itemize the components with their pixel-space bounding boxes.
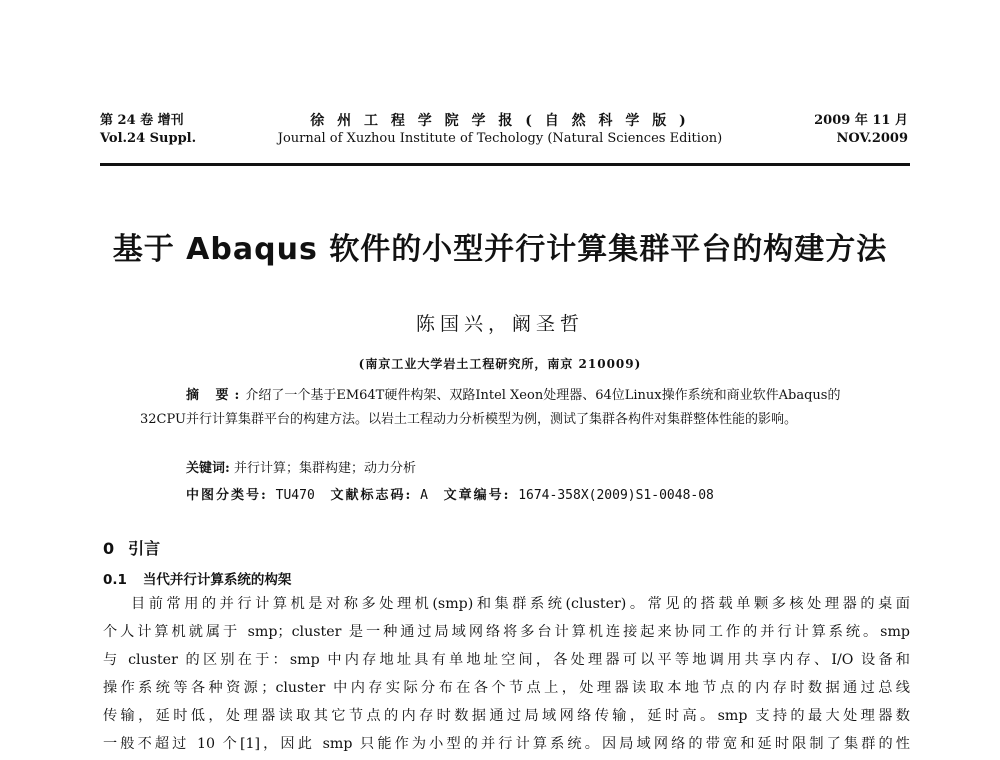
keywords-label: 关键词: — [186, 461, 230, 476]
journal-name-en: Journal of Xuzhou Institute of Techology (Natural Sciences Edition) — [277, 131, 723, 146]
section-heading — [103, 536, 160, 559]
section-number: 0 — [103, 539, 115, 558]
body-text — [103, 590, 910, 758]
body-line: 个人计算机就属于 smp；cluster 是一种通过局域网络将多台计算机连接起来协同工作的并行计算系统。smp — [103, 624, 910, 640]
clc-label: 中图分类号: — [186, 488, 268, 503]
subsection-title: 当代并行计算系统的构架 — [142, 572, 292, 588]
paper-authors: 陈国兴，阚圣哲 — [415, 313, 584, 335]
doc-code-value: A — [420, 488, 428, 503]
journal-name — [230, 112, 770, 148]
body-line: 与 cluster 的区别在于：smp 中内存地址具有单地址空间，各处理器可以平等地调用共享内存、I/O 设备和 — [103, 652, 910, 668]
body-line: 目前常用的并行计算机是对称多处理机(smp)和集群系统(cluster)。常见的搭载单颗多核处理器的桌面 — [131, 596, 910, 612]
journal-name-cn: 徐 州 工 程 学 院 学 报 ( 自 然 科 学 版 ) — [310, 113, 690, 129]
keywords-text: 并行计算；集群构建；动力分析 — [233, 461, 416, 476]
classification — [186, 484, 714, 503]
body-line: 操作系统等各种资源；cluster 中内存实际分布在各个节点上，处理器读取本地节点的内存时数据通过总线 — [103, 680, 910, 696]
abstract — [140, 384, 880, 432]
journal-date — [814, 112, 908, 148]
article-id-label: 文章编号: — [443, 488, 511, 503]
paper-title: 基于 Abaqus 软件的小型并行计算集群平台的构建方法 — [112, 232, 888, 267]
section-title: 引言 — [128, 539, 161, 558]
subsection-heading — [103, 568, 291, 588]
volume-en: Vol.24 Suppl. — [100, 131, 197, 146]
header-rule — [100, 163, 910, 166]
body-line: 传输，延时低，处理器读取其它节点的内存时数据通过局域网络传输，延时高。smp 支持的最大处理器数 — [103, 708, 910, 724]
paper-affiliation: (南京工业大学岩土工程研究所，南京 210009) — [358, 357, 642, 371]
clc-value: TU470 — [275, 488, 315, 503]
date-en: NOV.2009 — [836, 131, 908, 146]
doc-code-label: 文献标志码: — [330, 488, 413, 503]
journal-volume — [100, 112, 196, 148]
article-id-value: 1674-358X(2009)S1-0048-08 — [518, 488, 714, 503]
abstract-text: 介绍了一个基于EM64T硬件构架、双路Intel Xeon处理器、64位Linux操作系统和商业软件Abaqus的32CPU并行计算集群平台的构建方法。以岩土工程动力分析模型为例，测试了集群各构件对集群整体性能的影响。 — [140, 388, 841, 427]
volume-cn: 第 24 卷 增刊 — [100, 113, 184, 128]
abstract-label: 摘 要: — [186, 388, 246, 403]
keywords — [186, 457, 416, 476]
subsection-number: 0.1 — [103, 572, 127, 588]
date-cn: 2009 年 11 月 — [814, 113, 908, 128]
body-line: 一般不超过 10 个[1]，因此 smp 只能作为小型的并行计算系统。因局域网络的带宽和延时限制了集群的性 — [103, 736, 910, 752]
